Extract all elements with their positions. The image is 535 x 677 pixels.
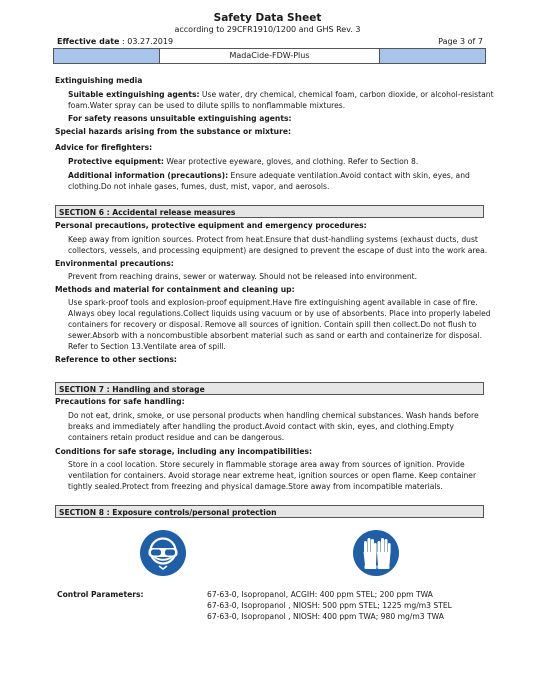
- effective-date-value: : 03.27.2019: [119, 37, 174, 46]
- effective-date-label: Effective date: [57, 37, 120, 46]
- special-hazards-heading: Special hazards arising from the substance or mixture:: [55, 127, 292, 136]
- safe-handling-line3: containers retain product residue and can be dangerous.: [68, 433, 285, 442]
- control-parameter-line2: 67-63-0, Isopropanol , NIOSH: 500 ppm STEL; 1225 mg/m3 STEL: [207, 601, 452, 610]
- control-parameter-line3: 67-63-0, Isopropanol , NIOSH: 400 ppm TWA; 980 mg/m3 TWA: [207, 612, 444, 621]
- page-number: Page 3 of 7: [438, 37, 483, 46]
- advice-firefighters-heading: Advice for firefighters:: [55, 143, 153, 152]
- section-7-header: SECTION 7 : Handling and storage: [55, 382, 484, 395]
- protective-gloves-icon: [352, 529, 400, 577]
- protective-equipment: [68, 156, 418, 167]
- section-8-header: SECTION 8 : Exposure controls/personal protection: [55, 505, 484, 518]
- personal-precautions-heading: Personal precautions, protective equipment and emergency procedures:: [55, 221, 367, 230]
- safe-storage-line2: ventilation for containers. Avoid storage near extreme heat, ignition sources or open flame. Keep container: [68, 471, 477, 480]
- additional-info-line1: [68, 170, 470, 181]
- additional-info-text: Ensure adequate ventilation.Avoid contact with skin, eyes, and: [228, 171, 470, 180]
- reference-sections-heading: Reference to other sections:: [55, 355, 177, 364]
- containment-methods-line5: Refer to Section 13.Ventilate area of spill.: [68, 342, 226, 351]
- effective-date: [57, 37, 173, 47]
- safe-handling-line2: breaks and immediately after handling the product.Avoid contact with skin, eyes, and clothing.Empty: [68, 422, 455, 431]
- product-bar-left: [54, 49, 159, 63]
- personal-precautions-line1: Keep away from ignition sources. Protect from heat.Ensure that dust-handling systems (exhaust ducts, dust: [68, 235, 478, 244]
- suitable-agents-label: Suitable extinguishing agents:: [68, 90, 200, 99]
- section-6-header: SECTION 6 : Accidental release measures: [55, 205, 484, 218]
- document-title: Safety Data Sheet: [213, 12, 322, 24]
- extinguishing-media-heading: Extinguishing media: [55, 76, 143, 85]
- product-bar-right: [380, 49, 485, 63]
- safe-handling-heading: Precautions for safe handling:: [55, 397, 185, 406]
- personal-precautions-line2: collectors, vessels, and processing equipment) are designed to prevent the escape of dust into the work area.: [68, 246, 488, 255]
- suitable-agents-line2: foam.Water spray can be used to dilute spills to nonflammable mixtures.: [68, 101, 346, 110]
- safe-storage-line1: Store in a cool location. Store securely in flammable storage area away from sources of ignition. Provide: [68, 460, 465, 469]
- containment-methods-line3: containers for recovery or disposal. Remove all sources of ignition. Contain spill then collect.Do not flush to: [68, 320, 477, 329]
- containment-methods-heading: Methods and material for containment and cleaning up:: [55, 285, 295, 294]
- unsuitable-agents-heading: For safety reasons unsuitable extinguishing agents:: [68, 114, 292, 123]
- safe-storage-line3: tightly sealed.Protect from freezing and physical damage.Store away from incompatible materials.: [68, 482, 443, 491]
- containment-methods-line2: Always obey local regulations.Collect liquids using vacuum or by use of absorbents. Place into properly labeled: [68, 309, 491, 318]
- containment-methods-line1: Use spark-proof tools and explosion-proof equipment.Have fire extinguishing agent available in case of fire.: [68, 298, 478, 307]
- protective-equipment-text: Wear protective eyeware, gloves, and clothing. Refer to Section 8.: [163, 157, 419, 166]
- protective-equipment-label: Protective equipment:: [68, 157, 164, 166]
- safety-goggles-icon: [139, 529, 187, 577]
- safe-handling-line1: Do not eat, drink, smoke, or use personal products when handling chemical substances. Wash hands before: [68, 411, 479, 420]
- suitable-agents-text: Use water, dry chemical, chemical foam, carbon dioxide, or alcohol-resistant: [199, 90, 494, 99]
- product-bar: [53, 48, 486, 64]
- control-parameters-label: Control Parameters:: [57, 590, 144, 599]
- control-parameter-line1: 67-63-0, Isopropanol, ACGIH: 400 ppm STEL; 200 ppm TWA: [207, 590, 433, 599]
- document-subtitle: according to 29CFR1910/1200 and GHS Rev. 3: [174, 25, 361, 34]
- safe-storage-heading: Conditions for safe storage, including any incompatibilities:: [55, 447, 313, 456]
- containment-methods-line4: sewer.Absorb with a noncombustible absorbent material such as sand or earth and containerize for disposal.: [68, 331, 482, 340]
- suitable-agents-line1: [68, 89, 494, 100]
- product-name: MadaCide-FDW-Plus: [159, 49, 380, 63]
- additional-info-label: Additional information (precautions):: [68, 171, 229, 180]
- environmental-precautions-heading: Environmental precautions:: [55, 259, 174, 268]
- additional-info-line2: clothing.Do not inhale gases, fumes, dust, mist, vapor, and aerosols.: [68, 182, 330, 191]
- environmental-precautions-text: Prevent from reaching drains, sewer or waterway. Should not be released into environment.: [68, 272, 418, 281]
